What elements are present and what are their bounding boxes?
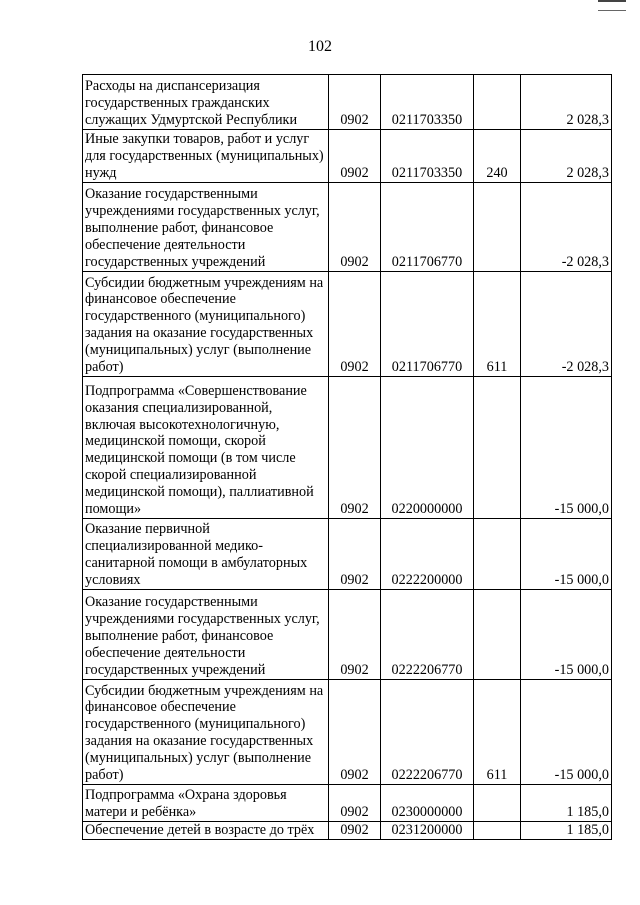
row-target-code: 0211703350: [381, 75, 474, 130]
row-section-code: 0902: [329, 785, 381, 822]
row-amount: -2 028,3: [521, 183, 612, 272]
row-amount: -15 000,0: [521, 590, 612, 680]
row-amount: -2 028,3: [521, 272, 612, 377]
table-row: [83, 785, 612, 822]
row-name: Расходы на диспансеризация государственных гражданских служащих Удмуртской Республики: [83, 75, 329, 130]
row-expense-type: [474, 183, 521, 272]
row-target-code: 0231200000: [381, 822, 474, 840]
row-name: Оказание государственными учреждениями государственных услуг, выполнение работ, финансовое обеспечение деятельности государственных учреждений: [83, 590, 329, 680]
row-section-code: 0902: [329, 183, 381, 272]
row-target-code: 0220000000: [381, 377, 474, 519]
table-row: [83, 377, 612, 519]
row-expense-type: [474, 590, 521, 680]
row-amount: 1 185,0: [521, 785, 612, 822]
table-row: [83, 519, 612, 590]
row-expense-type: [474, 785, 521, 822]
row-target-code: 0211706770: [381, 272, 474, 377]
table-row: [83, 822, 612, 840]
table-row: [83, 183, 612, 272]
table-row: [83, 75, 612, 130]
budget-table: [82, 74, 612, 840]
row-section-code: 0902: [329, 590, 381, 680]
table-row: [83, 590, 612, 680]
table-row: [83, 272, 612, 377]
row-target-code: 0211706770: [381, 183, 474, 272]
row-section-code: 0902: [329, 519, 381, 590]
row-amount: 1 185,0: [521, 822, 612, 840]
row-expense-type: [474, 519, 521, 590]
row-expense-type: 240: [474, 130, 521, 183]
row-name: Субсидии бюджетным учреждениям на финансовое обеспечение государственного (муниципального) задания на оказание государственных (муниципальных) услуг (выполнение работ): [83, 680, 329, 785]
row-name: Оказание государственными учреждениями государственных услуг, выполнение работ, финансовое обеспечение деятельности государственных учреждений: [83, 183, 329, 272]
row-expense-type: 611: [474, 272, 521, 377]
row-expense-type: [474, 377, 521, 519]
row-section-code: 0902: [329, 75, 381, 130]
page-number: 102: [308, 38, 332, 55]
row-target-code: 0230000000: [381, 785, 474, 822]
row-target-code: 0211703350: [381, 130, 474, 183]
row-target-code: 0222206770: [381, 590, 474, 680]
row-section-code: 0902: [329, 377, 381, 519]
row-expense-type: [474, 75, 521, 130]
row-expense-type: [474, 822, 521, 840]
row-name: Оказание первичной специализированной медико-санитарной помощи в амбулаторных условиях: [83, 519, 329, 590]
row-name: Субсидии бюджетным учреждениям на финансовое обеспечение государственного (муниципального) задания на оказание государственных (муниципальных) услуг (выполнение работ): [83, 272, 329, 377]
row-section-code: 0902: [329, 822, 381, 840]
row-expense-type: 611: [474, 680, 521, 785]
row-section-code: 0902: [329, 272, 381, 377]
row-amount: -15 000,0: [521, 377, 612, 519]
row-section-code: 0902: [329, 130, 381, 183]
row-target-code: 0222206770: [381, 680, 474, 785]
row-name: Подпрограмма «Охрана здоровья матери и ребёнка»: [83, 785, 329, 822]
scan-corner-mark: [598, 0, 626, 11]
row-name: Подпрограмма «Совершенствование оказания специализированной, включая высокотехнологичную, медицинской помощи, скорой медицинской помощи (в том числе скорой специализированной медицинской помощи), паллиативной помощи»: [83, 377, 329, 519]
row-name: Обеспечение детей в возрасте до трёх: [83, 822, 329, 840]
table-row: [83, 680, 612, 785]
row-name: Иные закупки товаров, работ и услуг для государственных (муниципальных) нужд: [83, 130, 329, 183]
row-target-code: 0222200000: [381, 519, 474, 590]
row-amount: -15 000,0: [521, 519, 612, 590]
row-amount: 2 028,3: [521, 130, 612, 183]
table-row: [83, 130, 612, 183]
row-section-code: 0902: [329, 680, 381, 785]
row-amount: 2 028,3: [521, 75, 612, 130]
row-amount: -15 000,0: [521, 680, 612, 785]
